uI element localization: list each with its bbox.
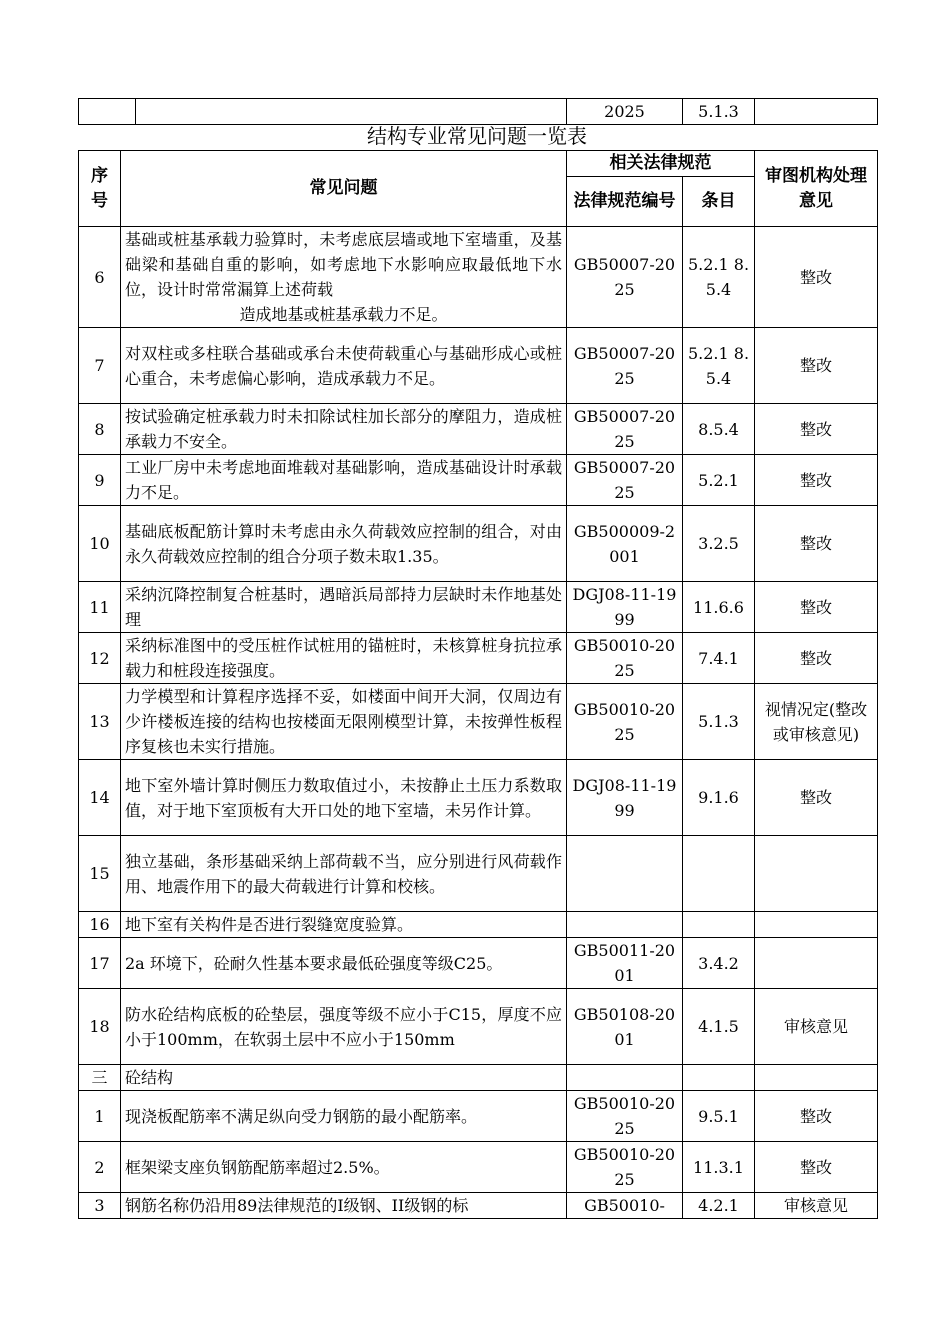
issues-body xyxy=(79,227,878,1065)
cell-issue xyxy=(121,455,567,506)
issue-text: 力学模型和计算程序选择不妥，如楼面中间开大洞，仅周边有少许楼板连接的结构也按楼面无限刚模型计算，未按弹性板程序复核也未实行措施。 xyxy=(125,687,562,756)
issue-text: 框架梁支座负钢筋配筋率超过2.5%。 xyxy=(125,1157,390,1177)
table-row xyxy=(79,582,878,633)
issue-text-tail: 造成地基或桩基承载力不足。 xyxy=(239,305,448,324)
table-row xyxy=(79,836,878,912)
cell-issue xyxy=(121,1142,567,1193)
cell-clause: 5.2.1 xyxy=(683,455,755,506)
header-code: 法律规范编号 xyxy=(567,177,683,227)
cell-opinion: 整改 xyxy=(755,1091,878,1142)
cell-clause: 4.2.1 xyxy=(683,1193,755,1219)
cell-no: 6 xyxy=(79,227,121,328)
issue-text: 地下室外墙计算时侧压力数取值过小，未按静止土压力系数取值，对于地下室顶板有大开口处的地下室墙，未另作计算。 xyxy=(125,775,562,820)
issue-text: 工业厂房中未考虑地面堆载对基础影响，造成基础设计时承载力不足。 xyxy=(125,458,562,502)
cell-no: 11 xyxy=(79,582,121,633)
cell-clause: 5.1.3 xyxy=(683,99,755,125)
cell-no: 9 xyxy=(79,455,121,506)
header-related: 相关法律规范 xyxy=(567,151,755,177)
table-row xyxy=(79,684,878,760)
cell-clause: 11.3.1 xyxy=(683,1142,755,1193)
issue-text: 现浇板配筋率不满足纵向受力钢筋的最小配筋率。 xyxy=(125,1106,478,1126)
cell-code: GB50010- xyxy=(567,1193,683,1219)
cell-opinion xyxy=(755,99,878,125)
issue-text: 2a 环境下，砼耐久性基本要求最低砼强度等级C25。 xyxy=(125,953,503,973)
table-row xyxy=(79,506,878,582)
cell-code: GB50007-2025 xyxy=(567,328,683,404)
cell-opinion: 整改 xyxy=(755,328,878,404)
cell-code xyxy=(567,912,683,938)
cell-no: 13 xyxy=(79,684,121,760)
section-no: 三 xyxy=(79,1065,121,1091)
cell-opinion xyxy=(755,1065,878,1091)
cell-no: 17 xyxy=(79,938,121,989)
cell-no: 12 xyxy=(79,633,121,684)
header-no: 序号 xyxy=(79,151,121,227)
cell-clause: 5.2.1 8.5.4 xyxy=(683,227,755,328)
header-issue: 常见问题 xyxy=(121,151,567,227)
table-row xyxy=(79,1091,878,1142)
issue-text: 按试验确定桩承载力时未扣除试柱加长部分的摩阻力，造成桩承载力不安全。 xyxy=(125,407,562,451)
cell-no: 10 xyxy=(79,506,121,582)
cell-opinion xyxy=(755,836,878,912)
issue-text: 独立基础，条形基础采纳上部荷载不当，应分别进行风荷载作用、地震作用下的最大荷载进行计算和校核。 xyxy=(125,851,562,896)
cell-code: GB50010-2025 xyxy=(567,633,683,684)
section-row xyxy=(79,1065,878,1091)
cell-issue xyxy=(121,684,567,760)
cell-no: 7 xyxy=(79,328,121,404)
table-row xyxy=(79,1193,878,1219)
cell-issue xyxy=(121,989,567,1065)
cell-clause: 9.1.6 xyxy=(683,760,755,836)
issue-text: 采纳沉降控制复合桩基时，遇暗浜局部持力层缺时未作地基处理 xyxy=(125,585,562,629)
cell-opinion: 整改 xyxy=(755,633,878,684)
cell-opinion: 整改 xyxy=(755,455,878,506)
cell-no: 16 xyxy=(79,912,121,938)
section-body xyxy=(79,1065,878,1091)
cell-issue xyxy=(121,938,567,989)
cell-no: 8 xyxy=(79,404,121,455)
issue-text: 对双柱或多柱联合基础或承台未使荷载重心与基础形成心或桩心重合，未考虑偏心影响，造成承载力不足。 xyxy=(125,343,562,388)
cell-issue xyxy=(121,633,567,684)
cell-clause: 7.4.1 xyxy=(683,633,755,684)
issues-table xyxy=(78,150,878,1219)
table-row xyxy=(79,455,878,506)
concrete-body xyxy=(79,1091,878,1219)
cell-clause xyxy=(683,836,755,912)
cell-issue xyxy=(136,99,567,125)
issue-text: 基础或桩基承载力验算时，未考虑底层墙或地下室墙重，及基础梁和基础自重的影响，如考虑地下水影响应取最低地下水位，设计时常常漏算上述荷载 xyxy=(125,230,562,299)
cell-issue xyxy=(121,912,567,938)
page-title: 结构专业常见问题一览表 xyxy=(367,124,587,148)
cell-no: 1 xyxy=(79,1091,121,1142)
cell-clause: 9.5.1 xyxy=(683,1091,755,1142)
issue-text: 钢筋名称仍沿用89法律规范的I级钢、II级钢的标 xyxy=(125,1196,469,1215)
cell-no: 2 xyxy=(79,1142,121,1193)
cell-opinion: 整改 xyxy=(755,227,878,328)
cell-issue xyxy=(121,836,567,912)
cell-code: GB50007-2025 xyxy=(567,227,683,328)
table-row xyxy=(79,1142,878,1193)
table-row xyxy=(79,938,878,989)
cell-issue xyxy=(121,1091,567,1142)
table-row xyxy=(79,99,878,125)
cell-issue xyxy=(121,227,567,328)
cell-opinion: 视情况定(整改或审核意见) xyxy=(755,684,878,760)
cell-code: GB50010-2025 xyxy=(567,684,683,760)
cell-clause: 5.1.3 xyxy=(683,684,755,760)
cell-code: GB50007-2025 xyxy=(567,455,683,506)
cell-code: GB500009-2001 xyxy=(567,506,683,582)
cell-opinion: 整改 xyxy=(755,1142,878,1193)
cell-code: GB50010-2025 xyxy=(567,1091,683,1142)
cell-opinion: 审核意见 xyxy=(755,989,878,1065)
cell-issue xyxy=(121,760,567,836)
cell-clause: 3.2.5 xyxy=(683,506,755,582)
cell-opinion: 整改 xyxy=(755,506,878,582)
issue-text: 基础底板配筋计算时未考虑由永久荷载效应控制的组合，对由永久荷载效应控制的组合分项子数未取1.35。 xyxy=(125,521,562,566)
cell-clause: 3.4.2 xyxy=(683,938,755,989)
cell-code: GB50011-2001 xyxy=(567,938,683,989)
cell-clause: 5.2.1 8.5.4 xyxy=(683,328,755,404)
cell-code: DGJ08-11-1999 xyxy=(567,760,683,836)
cell-issue xyxy=(121,1193,567,1219)
cell-opinion xyxy=(755,938,878,989)
table-row xyxy=(79,227,878,328)
table-row xyxy=(79,760,878,836)
issue-text: 采纳标准图中的受压桩作试桩用的锚桩时，未核算桩身抗拉承载力和桩段连接强度。 xyxy=(125,636,562,680)
section-title: 砼结构 xyxy=(121,1065,567,1091)
cell-clause: 4.1.5 xyxy=(683,989,755,1065)
table-row xyxy=(79,989,878,1065)
cell-code xyxy=(567,836,683,912)
cell-issue xyxy=(121,506,567,582)
cell-opinion: 整改 xyxy=(755,582,878,633)
cell-issue xyxy=(121,328,567,404)
cell-clause xyxy=(683,1065,755,1091)
header-row xyxy=(79,151,878,177)
cell-opinion: 整改 xyxy=(755,404,878,455)
cell-code: DGJ08-11-1999 xyxy=(567,582,683,633)
cell-issue xyxy=(121,582,567,633)
top-fragment-table xyxy=(78,98,878,125)
cell-code: 2025 xyxy=(567,99,683,125)
cell-no: 15 xyxy=(79,836,121,912)
table-row xyxy=(79,328,878,404)
cell-opinion xyxy=(755,912,878,938)
table-row xyxy=(79,912,878,938)
issue-text: 地下室有关构件是否进行裂缝宽度验算。 xyxy=(125,915,414,934)
issue-text: 防水砼结构底板的砼垫层，强度等级不应小于C15，厚度不应小于100mm，在软弱土层中不应小于150mm xyxy=(125,1004,562,1049)
cell-no xyxy=(79,99,136,125)
cell-clause: 11.6.6 xyxy=(683,582,755,633)
cell-code xyxy=(567,1065,683,1091)
cell-no: 18 xyxy=(79,989,121,1065)
cell-code: GB50007-2025 xyxy=(567,404,683,455)
cell-clause xyxy=(683,912,755,938)
header-opinion: 审图机构处理意见 xyxy=(755,151,878,227)
cell-code: GB50010-2025 xyxy=(567,1142,683,1193)
cell-issue xyxy=(121,404,567,455)
cell-opinion: 整改 xyxy=(755,760,878,836)
table-row xyxy=(79,633,878,684)
cell-opinion: 审核意见 xyxy=(755,1193,878,1219)
cell-no: 14 xyxy=(79,760,121,836)
cell-code: GB50108-2001 xyxy=(567,989,683,1065)
cell-no: 3 xyxy=(79,1193,121,1219)
header-clause: 条目 xyxy=(683,177,755,227)
cell-clause: 8.5.4 xyxy=(683,404,755,455)
table-row xyxy=(79,404,878,455)
